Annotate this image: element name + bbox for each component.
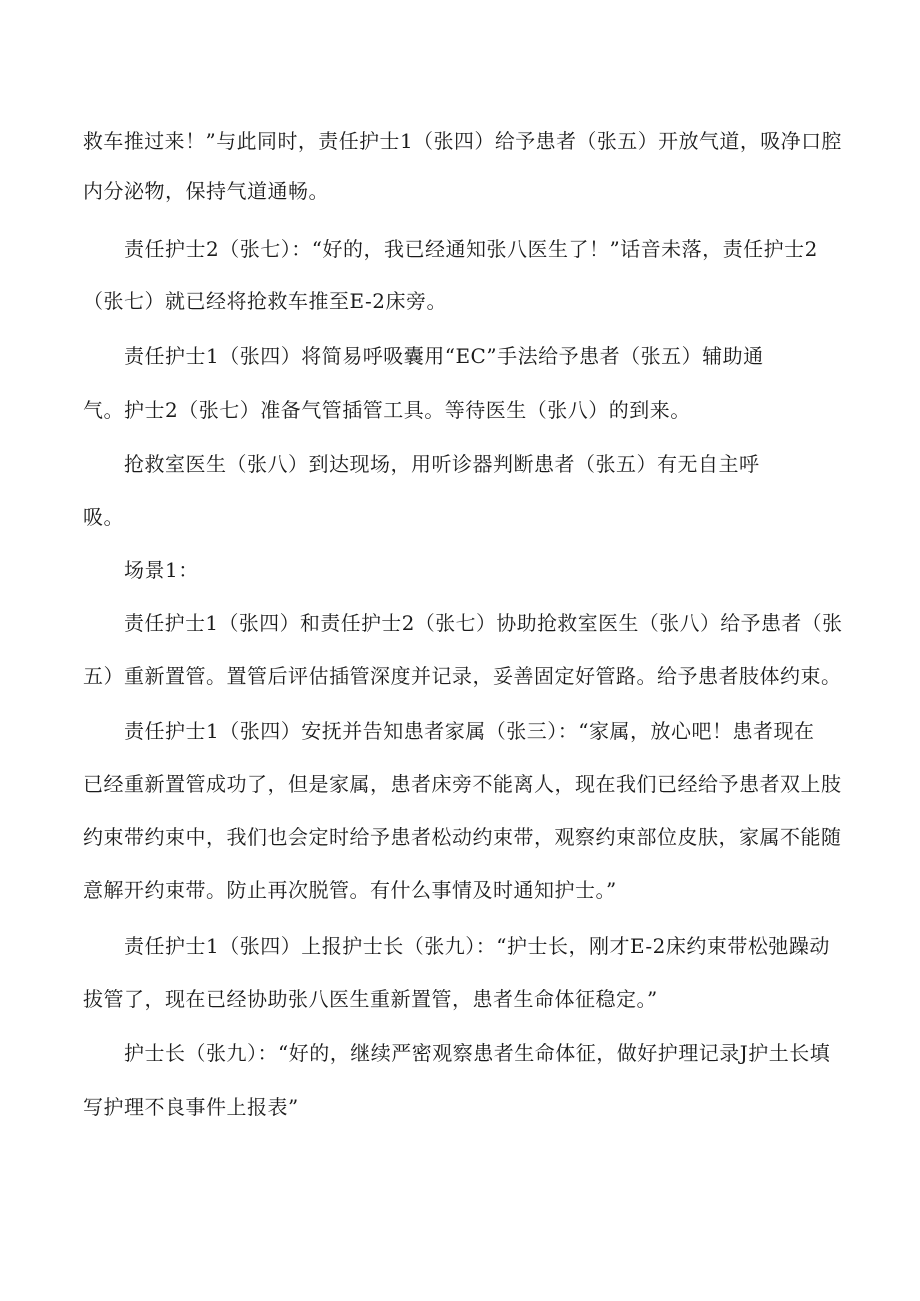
text-line: 气。护士2（张七）准备气管插管工具。等待医生（张八）的到来。 [83,398,691,422]
text-line: 抢救室医生（张八）到达现场，用听诊器判断患者（张五）有无自主呼 [124,452,760,476]
text-line: 拔管了，现在已经协助张八医生重新置管，患者生命体征稳定。” [83,987,658,1011]
text-line: 写护理不良事件上报表” [83,1095,299,1119]
text-line: 五）重新置管。置管后评估插管深度并记录，妥善固定好管路。给予患者肢体约束。 [83,664,842,688]
text-line: 责任护士1（张四）和责任护士2（张七）协助抢救室医生（张八）给予患者（张 [124,611,843,635]
section-heading: 场景1： [124,558,199,582]
text-line: 护士长（张九）：“好的，继续严密观察患者生命体征，做好护理记录J护土长填 [124,1041,831,1065]
text-line: 责任护士1（张四）将简易呼吸囊用“EC”手法给予患者（张五）辅助通 [124,344,764,368]
text-line: 吸。 [83,505,124,529]
text-line: 约束带约束中，我们也会定时给予患者松动约束带，观察约束部位皮肤，家属不能随 [83,825,842,849]
text-line: 责任护士1（张四）安抚并告知患者家属（张三）：“家属，放心吧！患者现在 [124,719,815,743]
text-line: 责任护士1（张四）上报护士长（张九）：“护士长，刚才E-2床约束带松弛躁动 [124,934,830,958]
text-line: 意解开约束带。防止再次脱管。有什么事情及时通知护士。” [83,878,617,902]
text-line: （张七）就已经将抢救车推至E-2床旁。 [83,289,447,313]
text-line: 责任护士2（张七）：“好的，我已经通知张八医生了！”话音未落，责任护士2 [124,237,818,261]
text-line: 内分泌物，保持气道通畅。 [83,179,329,203]
text-line: 救车推过来！”与此同时，责任护士1（张四）给予患者（张五）开放气道，吸净口腔 [83,129,842,153]
text-line: 已经重新置管成功了，但是家属，患者床旁不能离人，现在我们已经给予患者双上肢 [83,772,842,796]
